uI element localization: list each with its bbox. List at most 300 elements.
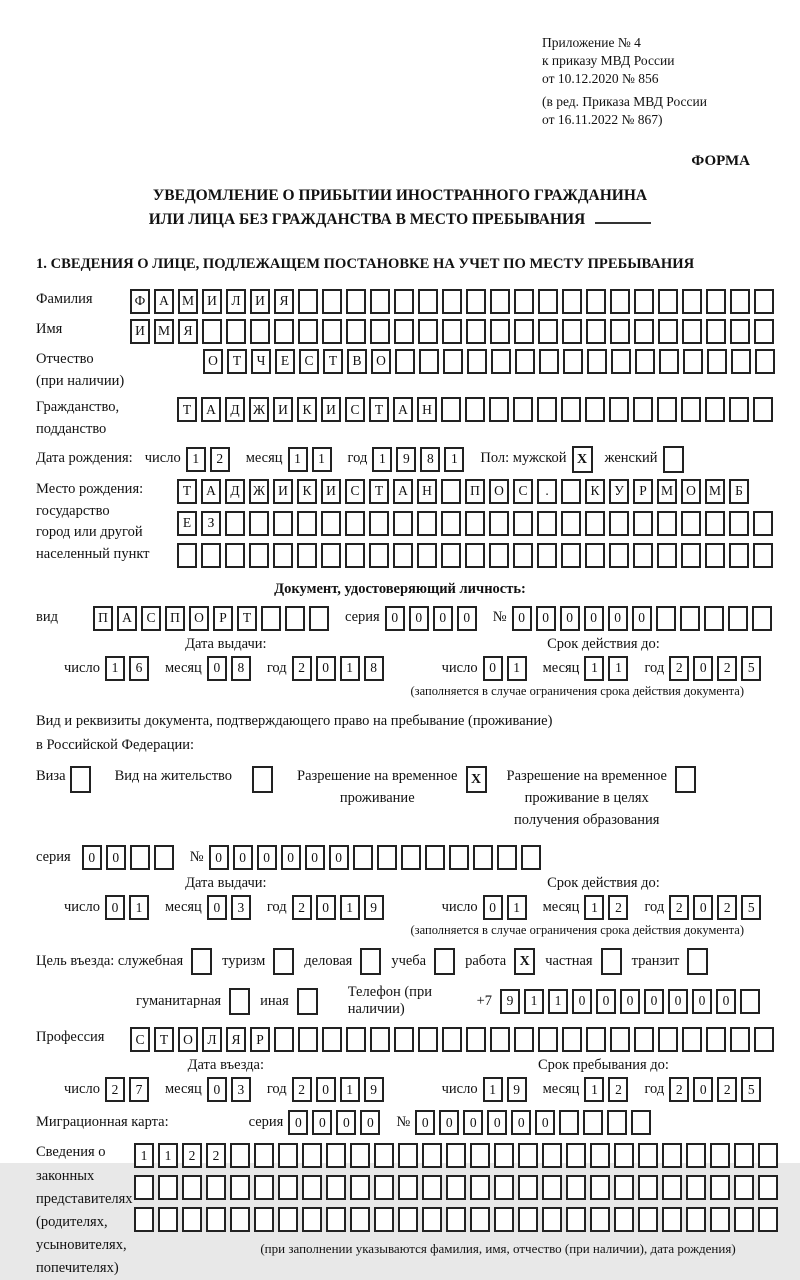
char-cell: 0: [316, 1077, 336, 1102]
char-cell: 0: [207, 656, 227, 681]
char-cell: [230, 1143, 250, 1168]
char-cell: 2: [669, 895, 689, 920]
identity-valid-day-cells: [483, 656, 531, 681]
char-cell: 2: [182, 1143, 202, 1168]
birth-date-row: [36, 446, 764, 473]
char-cell: [518, 1143, 538, 1168]
char-cell: [614, 1143, 634, 1168]
stay-number-cells: [209, 845, 545, 870]
char-cell: [681, 397, 701, 422]
char-cell: [680, 606, 700, 631]
char-cell: И: [273, 397, 293, 422]
legal-cells-row2: [134, 1175, 782, 1200]
birth-date-label: Дата рождения:: [36, 450, 133, 467]
char-cell: 1: [129, 895, 149, 920]
purpose-study-checkbox: [434, 948, 455, 975]
char-cell: [542, 1175, 562, 1200]
char-cell: 2: [717, 1077, 737, 1102]
stay-until-month-cells: [584, 1077, 632, 1102]
char-cell: [134, 1207, 154, 1232]
char-cell: [206, 1175, 226, 1200]
legal-cells-row3: [134, 1207, 782, 1232]
char-cell: [585, 511, 605, 536]
given-name-cells: [130, 319, 778, 344]
char-cell: [730, 289, 750, 314]
char-cell: [609, 511, 629, 536]
char-cell: [374, 1143, 394, 1168]
char-cell: 0: [207, 895, 227, 920]
char-cell: [707, 349, 727, 374]
identity-issue-day-cells: [105, 656, 153, 681]
char-cell: К: [297, 397, 317, 422]
migration-series-cells: [288, 1110, 384, 1135]
char-cell: [686, 1207, 706, 1232]
char-cell: [710, 1143, 730, 1168]
char-cell: [731, 349, 751, 374]
annex-line: от 16.11.2022 № 867): [542, 111, 663, 127]
char-cell: [590, 1143, 610, 1168]
char-cell: О: [189, 606, 209, 631]
char-cell: [326, 1175, 346, 1200]
identity-valid-year-cells: [669, 656, 765, 681]
char-cell: 0: [572, 989, 592, 1014]
char-cell: 0: [693, 895, 713, 920]
annex-line: от 10.12.2020 № 856: [542, 70, 659, 86]
char-cell: Р: [250, 1027, 270, 1052]
char-cell: [729, 543, 749, 568]
purpose-study-label: учеба: [391, 953, 427, 970]
char-cell: 0: [483, 895, 503, 920]
char-cell: Н: [417, 397, 437, 422]
annex-line: Приложение № 4: [542, 35, 641, 50]
char-cell: [321, 543, 341, 568]
char-cell: Я: [226, 1027, 246, 1052]
char-cell: [130, 845, 150, 870]
char-cell: [561, 479, 581, 504]
char-cell: 0: [596, 989, 616, 1014]
char-cell: 1: [105, 656, 125, 681]
char-cell: [370, 319, 390, 344]
char-cell: [754, 289, 774, 314]
patronymic-label: Отчество (при наличии): [36, 350, 125, 389]
char-cell: С: [130, 1027, 150, 1052]
doc-number-cells: [512, 606, 776, 631]
char-cell: [489, 397, 509, 422]
char-cell: М: [705, 479, 725, 504]
char-cell: [369, 543, 389, 568]
stay-until-year-cells: [669, 1077, 765, 1102]
stay-issue-day-cells: [105, 895, 153, 920]
char-cell: [686, 1175, 706, 1200]
char-cell: [374, 1175, 394, 1200]
stay-valid-year-cells: [669, 895, 765, 920]
char-cell: [682, 289, 702, 314]
char-cell: [418, 289, 438, 314]
char-cell: [446, 1175, 466, 1200]
char-cell: Ж: [249, 479, 269, 504]
stay-valid-day-cells: [483, 895, 531, 920]
char-cell: [610, 319, 630, 344]
purpose-official-checkbox: [191, 948, 212, 975]
char-cell: 1: [608, 656, 628, 681]
char-cell: [497, 845, 517, 870]
char-cell: 0: [439, 1110, 459, 1135]
char-cell: 0: [385, 606, 405, 631]
char-cell: [350, 1143, 370, 1168]
char-cell: Б: [729, 479, 749, 504]
char-cell: [538, 1027, 558, 1052]
identity-valid-month-cells: [584, 656, 632, 681]
stay-issue-group: [64, 875, 388, 920]
legal-representatives-label: Сведения о законных представителях (родителях, усыновителях, попечителях): [36, 1144, 133, 1277]
char-cell: Т: [323, 349, 343, 374]
migration-card-row: [36, 1110, 764, 1135]
char-cell: [298, 319, 318, 344]
char-cell: [662, 1175, 682, 1200]
char-cell: [278, 1207, 298, 1232]
char-cell: [134, 1175, 154, 1200]
char-cell: 0: [668, 989, 688, 1014]
char-cell: [494, 1207, 514, 1232]
char-cell: [633, 511, 653, 536]
char-cell: 2: [292, 1077, 312, 1102]
char-cell: Р: [633, 479, 653, 504]
char-cell: [705, 397, 725, 422]
year-label: год: [347, 450, 368, 467]
char-cell: 3: [231, 895, 251, 920]
char-cell: 1: [483, 1077, 503, 1102]
char-cell: Т: [237, 606, 257, 631]
form-title-line1: УВЕДОМЛЕНИЕ О ПРИБЫТИИ ИНОСТРАННОГО ГРАЖДАНИНА: [152, 186, 648, 204]
char-cell: [470, 1175, 490, 1200]
char-cell: [682, 319, 702, 344]
identity-issue-heading: Дата выдачи:: [185, 635, 267, 652]
month-label: месяц: [164, 1081, 202, 1098]
char-cell: 0: [288, 1110, 308, 1135]
surname-cells: [130, 289, 778, 314]
stay-dates-row: [36, 875, 764, 920]
char-cell: [254, 1143, 274, 1168]
citizenship-label: Гражданство, подданство: [36, 399, 120, 438]
doc-series-cells: [385, 606, 481, 631]
char-cell: 5: [741, 1077, 761, 1102]
char-cell: 0: [415, 1110, 435, 1135]
char-cell: 0: [560, 606, 580, 631]
char-cell: 1: [524, 989, 544, 1014]
char-cell: [374, 1207, 394, 1232]
char-cell: [394, 1027, 414, 1052]
number-label: №: [189, 848, 204, 865]
char-cell: [656, 606, 676, 631]
char-cell: [225, 543, 245, 568]
option-temp-residence-education: Разрешение на временное проживание в целях получения образования: [507, 766, 696, 831]
char-cell: А: [201, 479, 221, 504]
char-cell: [177, 543, 197, 568]
char-cell: 1: [584, 656, 604, 681]
char-cell: [154, 845, 174, 870]
char-cell: 2: [292, 656, 312, 681]
char-cell: 2: [608, 1077, 628, 1102]
char-cell: 1: [340, 656, 360, 681]
purpose-humanitarian-checkbox: [229, 988, 250, 1015]
char-cell: [441, 479, 461, 504]
char-cell: Т: [227, 349, 247, 374]
char-cell: [585, 543, 605, 568]
char-cell: П: [465, 479, 485, 504]
birth-place-label: Место рождения: государство город или другой населенный пункт: [36, 480, 150, 563]
char-cell: 2: [206, 1143, 226, 1168]
char-cell: 3: [231, 1077, 251, 1102]
char-cell: [758, 1143, 778, 1168]
char-cell: [302, 1143, 322, 1168]
char-cell: 6: [129, 656, 149, 681]
char-cell: 8: [364, 656, 384, 681]
purpose-row: [36, 948, 764, 975]
char-cell: [442, 289, 462, 314]
char-cell: [662, 1143, 682, 1168]
char-cell: М: [657, 479, 677, 504]
char-cell: [539, 349, 559, 374]
entry-dates-row: [36, 1057, 764, 1102]
char-cell: [417, 511, 437, 536]
char-cell: 9: [364, 895, 384, 920]
stay-until-heading: Срок пребывания до:: [537, 1057, 669, 1074]
char-cell: Т: [369, 397, 389, 422]
char-cell: [754, 1027, 774, 1052]
char-cell: [441, 397, 461, 422]
phone-label: Телефон (при наличии): [347, 984, 432, 1018]
char-cell: 9: [396, 447, 416, 472]
char-cell: Л: [202, 1027, 222, 1052]
purpose-other-checkbox: [297, 988, 318, 1015]
char-cell: 0: [106, 845, 126, 870]
char-cell: [566, 1207, 586, 1232]
entry-year-cells: [292, 1077, 388, 1102]
year-label: год: [266, 1081, 287, 1098]
char-cell: [467, 349, 487, 374]
char-cell: А: [154, 289, 174, 314]
char-cell: С: [141, 606, 161, 631]
char-cell: [446, 1207, 466, 1232]
number-label: №: [396, 1113, 411, 1130]
char-cell: [417, 543, 437, 568]
char-cell: [443, 349, 463, 374]
char-cell: [302, 1175, 322, 1200]
purpose-transit-label: транзит: [631, 953, 680, 970]
identity-dates-row: [36, 636, 764, 681]
annex-line: к приказу МВД России: [542, 52, 675, 68]
char-cell: [393, 543, 413, 568]
char-cell: М: [154, 319, 174, 344]
char-cell: И: [321, 397, 341, 422]
birth-place-cells-row1: [177, 479, 777, 504]
temp-residence-education-checkbox: [675, 766, 696, 793]
char-cell: [734, 1207, 754, 1232]
char-cell: [226, 319, 246, 344]
char-cell: О: [489, 479, 509, 504]
char-cell: П: [93, 606, 113, 631]
stay-valid-heading: Срок действия до:: [547, 875, 660, 892]
char-cell: [353, 845, 373, 870]
char-cell: Е: [177, 511, 197, 536]
doc-type-cells: [93, 606, 333, 631]
char-cell: 0: [233, 845, 253, 870]
char-cell: [538, 319, 558, 344]
char-cell: [561, 397, 581, 422]
entry-day-cells: [105, 1077, 153, 1102]
char-cell: [537, 543, 557, 568]
char-cell: [346, 289, 366, 314]
char-cell: [322, 289, 342, 314]
char-cell: [513, 543, 533, 568]
char-cell: [634, 1027, 654, 1052]
sex-female-checkbox: [663, 446, 684, 473]
char-cell: 0: [457, 606, 477, 631]
birth-place-row: [36, 479, 764, 575]
char-cell: [686, 1143, 706, 1168]
char-cell: [633, 397, 653, 422]
char-cell: [559, 1110, 579, 1135]
phone-cells: [500, 989, 764, 1014]
char-cell: [561, 511, 581, 536]
char-cell: 8: [420, 447, 440, 472]
char-cell: [590, 1175, 610, 1200]
char-cell: С: [345, 397, 365, 422]
char-cell: [490, 1027, 510, 1052]
purpose-tourism-checkbox: [273, 948, 294, 975]
char-cell: 0: [82, 845, 102, 870]
char-cell: [442, 319, 462, 344]
option-temp-residence: Разрешение на временное проживание X: [297, 766, 486, 810]
char-cell: [254, 1175, 274, 1200]
char-cell: [631, 1110, 651, 1135]
char-cell: [758, 1175, 778, 1200]
char-cell: [395, 349, 415, 374]
char-cell: [422, 1143, 442, 1168]
char-cell: 9: [507, 1077, 527, 1102]
char-cell: [728, 606, 748, 631]
char-cell: [658, 289, 678, 314]
char-cell: [638, 1175, 658, 1200]
visa-checkbox: [70, 766, 91, 793]
day-label: число: [64, 659, 100, 676]
form-title-line2: ИЛИ ЛИЦА БЕЗ ГРАЖДАНСТВА В МЕСТО ПРЕБЫВАНИЯ: [36, 208, 764, 232]
char-cell: [734, 1175, 754, 1200]
char-cell: [225, 511, 245, 536]
char-cell: [758, 1207, 778, 1232]
char-cell: Н: [417, 479, 437, 504]
stay-valid-group: [442, 875, 766, 920]
char-cell: [285, 606, 305, 631]
birth-place-cells-row2: [177, 511, 777, 536]
day-label: число: [64, 1081, 100, 1098]
birth-place-cells-row3: [177, 543, 777, 568]
char-cell: Я: [274, 289, 294, 314]
annex-line: (в ред. Приказа МВД России: [542, 93, 707, 109]
char-cell: О: [371, 349, 391, 374]
char-cell: 1: [340, 1077, 360, 1102]
char-cell: 2: [717, 895, 737, 920]
purpose-private-checkbox: [601, 948, 622, 975]
char-cell: [590, 1207, 610, 1232]
char-cell: Л: [226, 289, 246, 314]
purpose-transit-checkbox: [687, 948, 708, 975]
char-cell: [705, 511, 725, 536]
identity-issue-group: [64, 636, 388, 681]
char-cell: 2: [669, 1077, 689, 1102]
forma-label: ФОРМА: [691, 152, 750, 169]
option-visa: Виза: [36, 766, 91, 793]
char-cell: 0: [535, 1110, 555, 1135]
month-label: месяц: [542, 899, 580, 916]
char-cell: [657, 543, 677, 568]
stay-doc-paragraph: Вид и реквизиты документа, подтверждающего право на пребывание (проживание) в Российской Федерации:: [36, 712, 553, 754]
stay-issue-heading: Дата выдачи:: [185, 875, 267, 892]
char-cell: К: [585, 479, 605, 504]
char-cell: [563, 349, 583, 374]
char-cell: 0: [487, 1110, 507, 1135]
profession-cells: [130, 1027, 778, 1052]
day-label: число: [441, 1081, 478, 1098]
day-label: число: [144, 450, 181, 467]
day-label: число: [441, 659, 478, 676]
char-cell: И: [202, 289, 222, 314]
char-cell: [542, 1207, 562, 1232]
char-cell: [278, 1175, 298, 1200]
purpose-other-label: иная: [260, 992, 289, 1009]
char-cell: З: [201, 511, 221, 536]
patronymic-row: [36, 349, 764, 393]
char-cell: С: [513, 479, 533, 504]
char-cell: [490, 319, 510, 344]
title-blank-line: [595, 210, 651, 224]
char-cell: [566, 1175, 586, 1200]
sex-male-checkbox: X: [572, 446, 593, 473]
char-cell: [398, 1207, 418, 1232]
identity-valid-group: [442, 636, 766, 681]
char-cell: 1: [507, 895, 527, 920]
citizenship-row: [36, 397, 764, 441]
char-cell: [446, 1143, 466, 1168]
char-cell: [657, 511, 677, 536]
char-cell: 0: [316, 656, 336, 681]
char-cell: [562, 319, 582, 344]
char-cell: Т: [154, 1027, 174, 1052]
char-cell: [326, 1143, 346, 1168]
purpose-work-label: работа: [465, 953, 507, 970]
char-cell: [614, 1207, 634, 1232]
month-label: месяц: [245, 450, 283, 467]
char-cell: 8: [231, 656, 251, 681]
birth-place-cells-block: [177, 479, 777, 575]
char-cell: [369, 511, 389, 536]
year-label: год: [266, 659, 287, 676]
char-cell: [609, 543, 629, 568]
char-cell: [710, 1175, 730, 1200]
purpose-work-checkbox: X: [514, 948, 535, 975]
char-cell: [274, 319, 294, 344]
char-cell: Д: [225, 397, 245, 422]
char-cell: 0: [360, 1110, 380, 1135]
char-cell: 0: [620, 989, 640, 1014]
char-cell: [638, 1143, 658, 1168]
year-label: год: [266, 899, 287, 916]
char-cell: И: [250, 289, 270, 314]
char-cell: 0: [257, 845, 277, 870]
char-cell: [465, 543, 485, 568]
char-cell: 0: [409, 606, 429, 631]
char-cell: 2: [292, 895, 312, 920]
